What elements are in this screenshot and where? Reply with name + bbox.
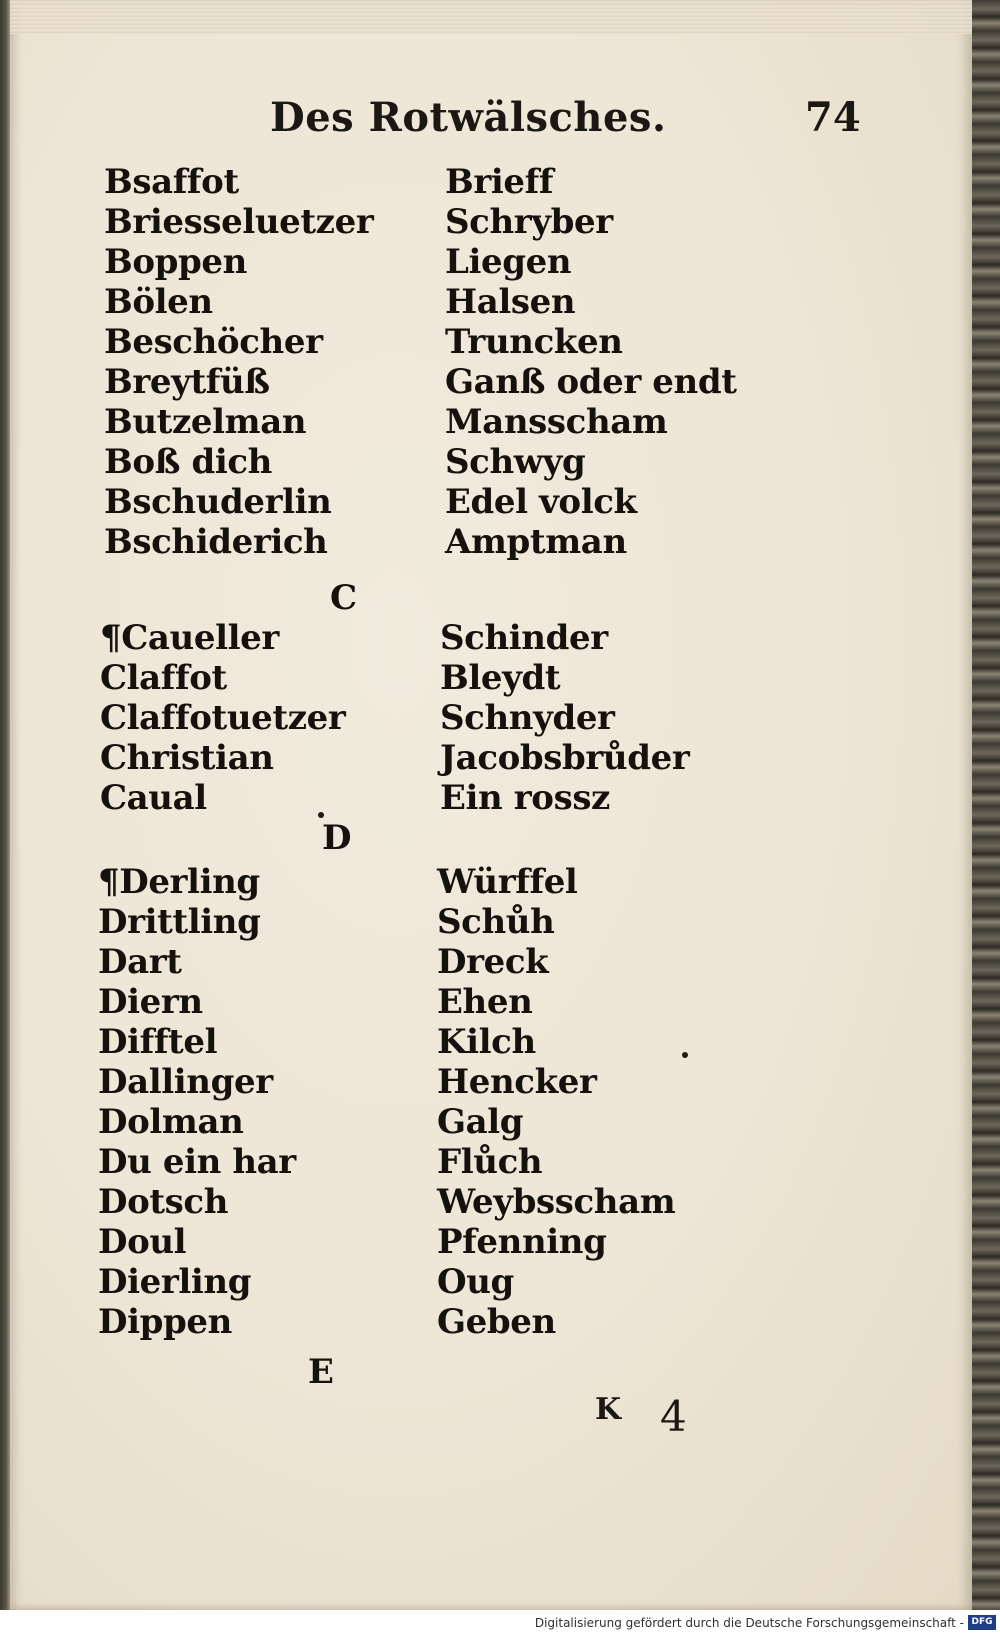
entry-left: Claffot [100, 658, 227, 698]
entry-right: Ein rossz [440, 778, 610, 818]
entry-right: Liegen [445, 242, 572, 282]
entry-left: Christian [100, 738, 274, 778]
entry-right: Schwyg [445, 442, 586, 482]
entry-left: Dolman [98, 1102, 244, 1142]
entry-right: Galg [437, 1102, 524, 1142]
entry-left: Drittling [98, 902, 261, 942]
entry-right: Dreck [437, 942, 549, 982]
book-binding-edge [972, 0, 1000, 1610]
entry-right: Schůh [437, 902, 555, 942]
entry-right: Jacobsbrůder [440, 738, 690, 778]
page-header [270, 94, 861, 154]
entry-right: Ehen [437, 982, 533, 1022]
dfg-logo: DFG [968, 1615, 996, 1630]
entry-right: Ganß oder endt [445, 362, 737, 402]
page-number: 74 [805, 94, 861, 141]
entry-right: Hencker [437, 1062, 597, 1102]
entry-right: Kilch [437, 1022, 536, 1062]
signature-number: 4 [660, 1392, 687, 1441]
entry-right: Schryber [445, 202, 613, 242]
entry-right: Weybsscham [437, 1182, 676, 1222]
entry-right: Bleydt [440, 658, 561, 698]
credit-text: Digitalisierung gefördert durch die Deutsche Forschungsgemeinschaft - [534, 1616, 964, 1630]
entry-left: Boß dich [104, 442, 272, 482]
entry-left: Dart [98, 942, 182, 982]
page-top-edge [10, 0, 972, 34]
entry-left: Difftel [98, 1022, 218, 1062]
entry-left: Beschöcher [104, 322, 323, 362]
entry-right: Edel volck [445, 482, 637, 522]
digitization-credit-bar [0, 1610, 1000, 1638]
running-title: Des Rotwälsches. [270, 94, 667, 141]
entry-left: Du ein har [98, 1142, 296, 1182]
entry-left: ¶Caueller [100, 618, 279, 658]
entry-left: Butzelman [104, 402, 307, 442]
entry-left: Dierling [98, 1262, 252, 1302]
entry-left: Boppen [104, 242, 247, 282]
entry-left: Claffotuetzer [100, 698, 346, 738]
show-through-text [640, 180, 791, 380]
entry-right: Flůch [437, 1142, 543, 1182]
entry-left: Breytfüß [104, 362, 270, 402]
entry-left: Dotsch [98, 1182, 229, 1222]
entry-right: Halsen [445, 282, 576, 322]
entry-left: Dippen [98, 1302, 232, 1342]
section-letter-heading: E [308, 1352, 334, 1392]
entry-right: Würffel [437, 862, 578, 902]
entry-left: Bschiderich [104, 522, 328, 562]
entry-right: Truncken [445, 322, 623, 362]
entry-left: ¶Derling [98, 862, 260, 902]
entry-left: Caual [100, 778, 207, 818]
entry-left: Doul [98, 1222, 187, 1262]
entry-right: Geben [437, 1302, 556, 1342]
entry-right: Schinder [440, 618, 608, 658]
entry-right: Oug [437, 1262, 514, 1302]
entry-left: Bsaffot [104, 162, 239, 202]
entry-right: Pfenning [437, 1222, 607, 1262]
entry-right: Mansscham [445, 402, 668, 442]
entry-left: Diern [98, 982, 203, 1022]
entry-left: Bschuderlin [104, 482, 332, 522]
section-letter-heading: D [322, 818, 352, 858]
entry-right: Brieff [445, 162, 554, 202]
signature-letter: K [595, 1392, 622, 1427]
entry-right: Amptman [445, 522, 627, 562]
entry-left: Briesseluetzer [104, 202, 374, 242]
entry-left: Bölen [104, 282, 213, 322]
entry-left: Dallinger [98, 1062, 273, 1102]
ink-speck [682, 1052, 688, 1058]
entry-right: Schnyder [440, 698, 615, 738]
section-letter-heading: C [330, 578, 358, 618]
